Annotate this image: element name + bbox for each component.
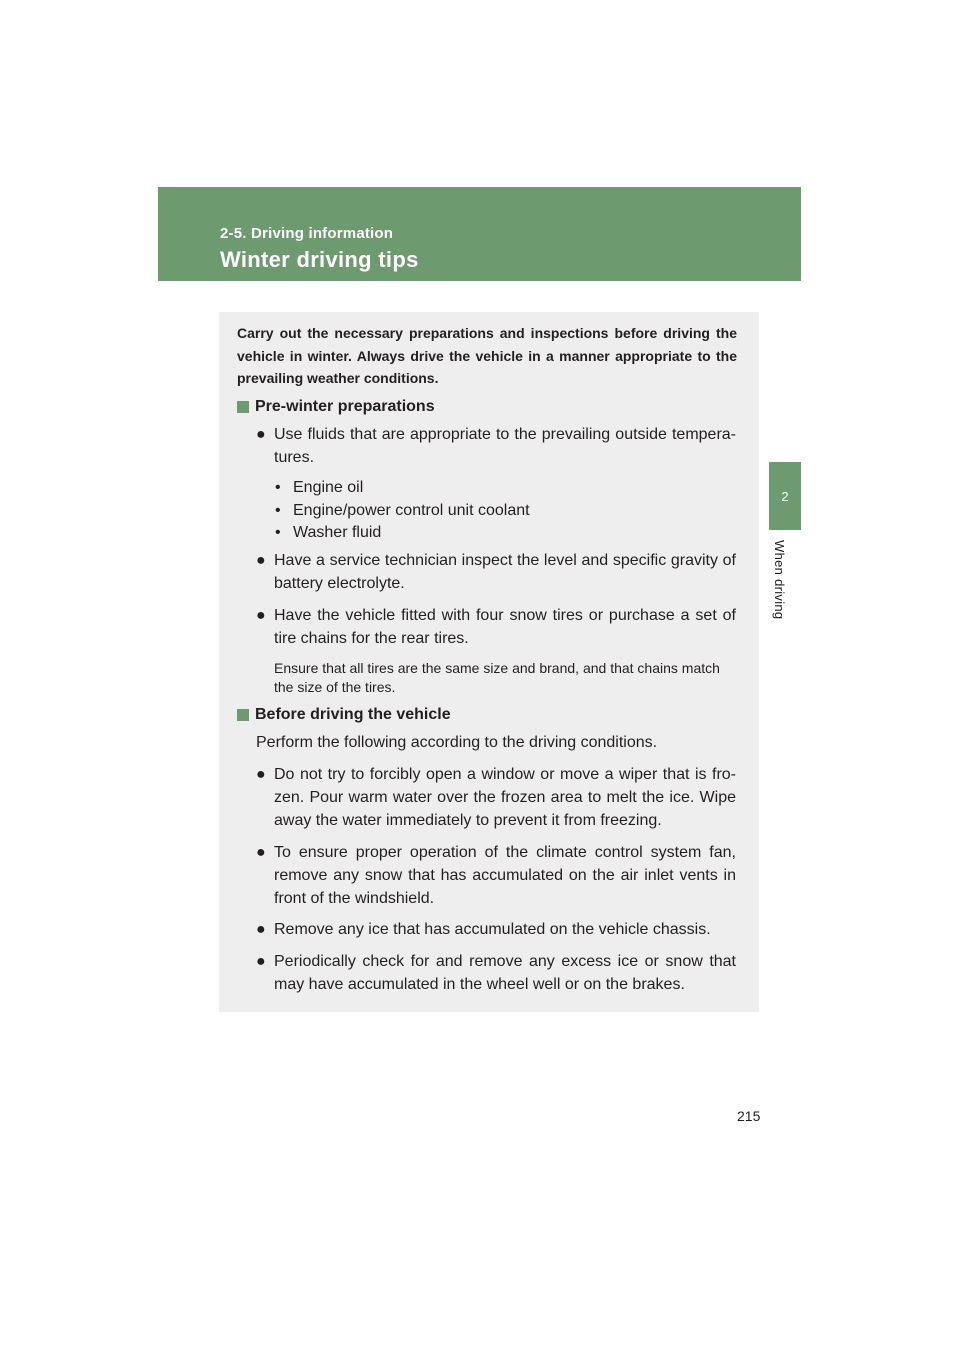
paragraph-text: Perform the following according to the driving conditions. (256, 734, 658, 751)
list-item-text: To ensure proper operation of the climate control system fan, remove any snow that has accumulated on the air inlet vents in front of the windshield. (274, 844, 736, 907)
sub-list-item (275, 500, 530, 523)
section-label: 2-5. Driving information (220, 225, 394, 242)
list-item (256, 763, 736, 832)
list-item (256, 604, 736, 650)
bullet-icon: ● (256, 844, 266, 861)
sub-list-item-text: Washer fluid (293, 524, 382, 541)
list-item-text: Have a service technician inspect the level and specific gravity of battery electrolyte. (274, 552, 736, 592)
content-box (219, 312, 759, 1012)
intro-text: Carry out the necessary preparations and inspections before driving the vehicle in winter. Always drive the vehicle in a manner appropriate to the prevailing weather conditions. (237, 325, 737, 386)
sub-bullet-icon: • (275, 479, 281, 496)
page-number: 215 (737, 1108, 761, 1124)
square-bullet-icon (237, 709, 249, 721)
sub-list-item-text: Engine/power control unit coolant (293, 502, 530, 519)
heading-text: Pre-winter preparations (255, 398, 435, 415)
list-item (256, 549, 736, 595)
sub-list-item-text: Engine oil (293, 479, 364, 496)
list-item-text: Remove any ice that has accumulated on the vehicle chassis. (274, 921, 711, 938)
bullet-icon: ● (256, 607, 266, 624)
list-item-text: Use fluids that are appropriate to the prevailing outside tempera- tures. (274, 426, 736, 466)
list-item (256, 423, 736, 469)
heading-before-driving (237, 706, 451, 724)
heading-text: Before driving the vehicle (255, 706, 451, 723)
bullet-icon: ● (256, 953, 266, 970)
page-title: Winter driving tips (220, 247, 419, 272)
sub-list-item (275, 522, 381, 545)
square-bullet-icon (237, 401, 249, 413)
sub-bullet-icon: • (275, 502, 281, 519)
chapter-label: When driving (772, 540, 787, 620)
chapter-tab: 2 (769, 462, 801, 530)
bullet-icon: ● (256, 426, 266, 443)
bullet-icon: ● (256, 766, 266, 783)
bullet-icon: ● (256, 921, 266, 938)
list-item-text: Do not try to forcibly open a window or move a wiper that is fro- zen. Pour warm water over the frozen area to melt the ice. Wipe away the water immediately to prevent it from freezing. (274, 766, 736, 829)
list-item (256, 841, 736, 910)
bullet-icon: ● (256, 552, 266, 569)
list-item (256, 918, 736, 941)
sub-bullet-icon: • (275, 524, 281, 541)
heading-pre-winter (237, 398, 435, 416)
list-item (256, 950, 736, 996)
list-item-text: Periodically check for and remove any excess ice or snow that may have accumulated in the wheel well or on the brakes. (274, 953, 736, 993)
header-band (158, 187, 801, 281)
note-text: Ensure that all tires are the same size and brand, and that chains match the size of the tires. (274, 660, 720, 695)
sub-list-item (275, 477, 363, 500)
list-item-text: Have the vehicle fitted with four snow tires or purchase a set of tire chains for the rear tires. (274, 607, 736, 647)
